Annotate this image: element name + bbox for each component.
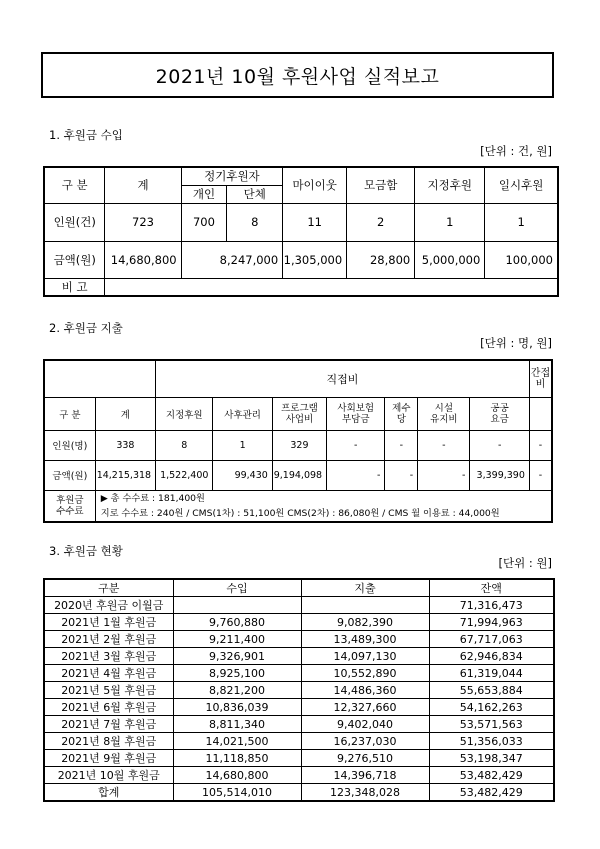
- row-balance: 53,198,347: [429, 750, 554, 767]
- header-tax-1: 제수: [392, 402, 411, 414]
- amount-indirect: -: [529, 460, 552, 490]
- header-category: 구분: [44, 579, 173, 597]
- row-income: 8,925,100: [173, 665, 301, 682]
- header-category: 구 분: [44, 167, 105, 203]
- count-donation-box: 2: [347, 203, 415, 241]
- row-expense: 14,396,718: [301, 767, 429, 784]
- row-label: 2021년 1월 후원금: [44, 614, 173, 631]
- header-total: 계: [105, 167, 181, 203]
- header-insurance: [327, 397, 385, 430]
- count-program: 329: [272, 430, 326, 460]
- fee-detail: [95, 490, 552, 522]
- header-total: 계: [95, 397, 155, 430]
- row-label: 2021년 7월 후원금: [44, 716, 173, 733]
- fee-label-2: 수수료: [56, 505, 84, 517]
- row-income: 10,836,039: [173, 699, 301, 716]
- table-row: [44, 784, 554, 802]
- header-designated: 지정후원: [156, 397, 213, 430]
- count-label: 인원(건): [44, 203, 105, 241]
- row-expense: 14,486,360: [301, 682, 429, 699]
- count-total: 338: [95, 430, 155, 460]
- header-tax: [385, 397, 418, 430]
- header-blank: [44, 360, 156, 397]
- row-label: 2021년 4월 후원금: [44, 665, 173, 682]
- fee-line-2: 지로 수수료 : 240원 / CMS(1차) : 51,100원 CMS(2차) : 86,080원 / CMS 월 이용료 : 44,000원: [100, 507, 500, 519]
- row-label: 2021년 6월 후원금: [44, 699, 173, 716]
- header-utility-1: 공공: [490, 402, 509, 414]
- row-income: 8,821,200: [173, 682, 301, 699]
- header-utility: [470, 397, 529, 430]
- table-row: [44, 716, 554, 733]
- amount-neighbor: 1,305,000: [283, 241, 347, 278]
- count-one-time: 1: [485, 203, 558, 241]
- row-balance: 67,717,063: [429, 631, 554, 648]
- row-label: 2021년 8월 후원금: [44, 733, 173, 750]
- row-expense: 16,237,030: [301, 733, 429, 750]
- amount-one-time: 100,000: [485, 241, 558, 278]
- table-row: [44, 631, 554, 648]
- row-expense: 9,276,510: [301, 750, 429, 767]
- row-income: 105,514,010: [173, 784, 301, 802]
- row-balance: 71,316,473: [429, 597, 554, 614]
- row-balance: 61,319,044: [429, 665, 554, 682]
- amount-program: 9,194,098: [272, 460, 326, 490]
- row-balance: 51,356,033: [429, 733, 554, 750]
- row-income: 9,326,901: [173, 648, 301, 665]
- table-row: [44, 750, 554, 767]
- header-program-1: 프로그램: [281, 402, 318, 414]
- row-label: 합계: [44, 784, 173, 802]
- row-expense: 9,402,040: [301, 716, 429, 733]
- header-direct: 직접비: [156, 360, 530, 397]
- count-tax: -: [385, 430, 418, 460]
- row-expense: 10,552,890: [301, 665, 429, 682]
- row-label: 2021년 10월 후원금: [44, 767, 173, 784]
- header-aftercare: 사후관리: [213, 397, 272, 430]
- report-title: 2021년 10월 후원사업 실적보고: [41, 52, 554, 98]
- count-utility: -: [470, 430, 529, 460]
- header-indirect-text: 간접비: [530, 367, 551, 390]
- row-expense: [301, 597, 429, 614]
- row-label: 2020년 후원금 이월금: [44, 597, 173, 614]
- section2-heading: 2. 후원금 지출: [49, 321, 123, 335]
- amount-regular: 8,247,000: [181, 241, 283, 278]
- count-label: 인원(명): [44, 430, 95, 460]
- amount-designated: 5,000,000: [415, 241, 485, 278]
- amount-total: 14,215,318: [95, 460, 155, 490]
- amount-insurance: -: [327, 460, 385, 490]
- row-balance: 54,162,263: [429, 699, 554, 716]
- header-indirect: [529, 360, 552, 397]
- income-table: [43, 166, 559, 297]
- fee-label-1: 후원금: [56, 494, 84, 506]
- row-label: 2021년 3월 후원금: [44, 648, 173, 665]
- section1-unit: [단위 : 건, 원]: [480, 144, 552, 158]
- header-facility-1: 시설: [434, 402, 453, 414]
- amount-total: 14,680,800: [105, 241, 181, 278]
- table-row: [44, 614, 554, 631]
- row-expense: 123,348,028: [301, 784, 429, 802]
- header-group: 단체: [227, 185, 283, 203]
- row-label: 2021년 9월 후원금: [44, 750, 173, 767]
- row-expense: 14,097,130: [301, 648, 429, 665]
- count-aftercare: 1: [213, 430, 272, 460]
- header-expense: 지출: [301, 579, 429, 597]
- row-balance: 55,653,884: [429, 682, 554, 699]
- section3-heading: 3. 후원금 현황: [49, 544, 123, 558]
- table-row: [44, 767, 554, 784]
- count-neighbor: 11: [283, 203, 347, 241]
- amount-row: [44, 460, 552, 490]
- row-income: 9,211,400: [173, 631, 301, 648]
- amount-utility: 3,399,390: [470, 460, 529, 490]
- table-row: [44, 682, 554, 699]
- amount-label: 금액(원): [44, 241, 105, 278]
- row-income: [173, 597, 301, 614]
- row-expense: 13,489,300: [301, 631, 429, 648]
- row-income: 14,021,500: [173, 733, 301, 750]
- header-facility: [418, 397, 470, 430]
- amount-row: [44, 241, 558, 278]
- amount-tax: -: [385, 460, 418, 490]
- table-row: [44, 733, 554, 750]
- header-utility-2: 요금: [490, 413, 509, 425]
- count-total: 723: [105, 203, 181, 241]
- row-label: 2021년 2월 후원금: [44, 631, 173, 648]
- header-tax-2: 당: [396, 413, 406, 425]
- amount-facility: -: [418, 460, 470, 490]
- header-facility-2: 유지비: [430, 413, 458, 425]
- header-indirect-blank: [529, 397, 552, 430]
- header-program: [272, 397, 326, 430]
- header-insurance-1: 사회보험: [337, 402, 375, 414]
- table-row: [44, 597, 554, 614]
- row-balance: 53,482,429: [429, 767, 554, 784]
- row-expense: 9,082,390: [301, 614, 429, 631]
- count-row: [44, 203, 558, 241]
- count-group: 8: [227, 203, 283, 241]
- note-row: [44, 278, 558, 296]
- row-expense: 12,327,660: [301, 699, 429, 716]
- header-individual: 개인: [181, 185, 227, 203]
- header-program-2: 사업비: [285, 413, 314, 425]
- header-designated: 지정후원: [415, 167, 485, 203]
- table-row: [44, 648, 554, 665]
- count-row: [44, 430, 552, 460]
- header-regular: 정기후원자: [181, 167, 283, 185]
- expense-table: [43, 359, 553, 523]
- header-one-time: 일시후원: [485, 167, 558, 203]
- row-label: 2021년 5월 후원금: [44, 682, 173, 699]
- table-row: [44, 699, 554, 716]
- row-balance: 62,946,834: [429, 648, 554, 665]
- row-income: 14,680,800: [173, 767, 301, 784]
- header-donation-box: 모금함: [347, 167, 415, 203]
- count-individual: 700: [181, 203, 227, 241]
- row-income: 11,118,850: [173, 750, 301, 767]
- status-table: [43, 578, 555, 802]
- count-designated: 8: [156, 430, 213, 460]
- count-facility: -: [418, 430, 470, 460]
- fee-line-1: ▶ 총 수수료 : 181,400원: [100, 492, 205, 504]
- header-income: 수입: [173, 579, 301, 597]
- count-insurance: -: [327, 430, 385, 460]
- section3-unit: [단위 : 원]: [498, 556, 552, 570]
- header-balance: 잔액: [429, 579, 554, 597]
- row-balance: 53,571,563: [429, 716, 554, 733]
- row-income: 8,811,340: [173, 716, 301, 733]
- note-content: [105, 278, 558, 296]
- amount-label: 금액(원): [44, 460, 95, 490]
- row-balance: 53,482,429: [429, 784, 554, 802]
- section2-unit: [단위 : 명, 원]: [480, 336, 552, 350]
- row-balance: 71,994,963: [429, 614, 554, 631]
- count-designated: 1: [415, 203, 485, 241]
- row-income: 9,760,880: [173, 614, 301, 631]
- fee-label: [44, 490, 95, 522]
- header-row: [44, 579, 554, 597]
- amount-designated: 1,522,400: [156, 460, 213, 490]
- amount-donation-box: 28,800: [347, 241, 415, 278]
- amount-aftercare: 99,430: [213, 460, 272, 490]
- fee-row: [44, 490, 552, 522]
- header-insurance-2: 부담금: [342, 413, 370, 425]
- section1-heading: 1. 후원금 수입: [49, 128, 123, 142]
- table-row: [44, 665, 554, 682]
- header-category: 구 분: [44, 397, 95, 430]
- note-label: 비 고: [44, 278, 105, 296]
- header-neighbor: 마이이웃: [283, 167, 347, 203]
- count-indirect: -: [529, 430, 552, 460]
